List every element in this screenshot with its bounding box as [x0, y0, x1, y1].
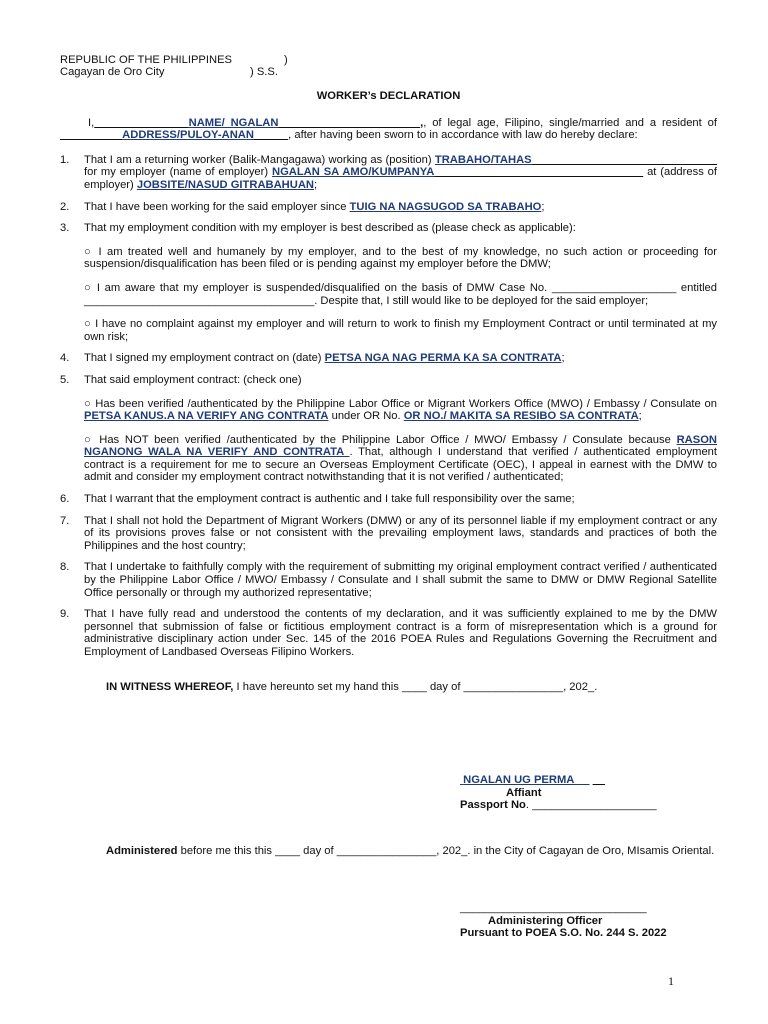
jobsite-field: JOBSITE/NASUD GITRABAHUAN — [136, 178, 315, 191]
item-5-option-2: ○ Has NOT been verified /authenticated by the Philippine Labor Office / MWO/ Embassy / Consulate because RASON NGANONG WALA NA VERIFY AND CONTRATA . That, although I understand that verified / authenticated employment contract is a requirement for me to secure an Overseas Employment Certificate (OEC), I appeal in earnest with the DMW to admit and consider my employment contract notwithstanding that it is not verified / authenticated; — [84, 433, 717, 484]
contract-date-field: PETSA NGA NAG PERMA KA SA CONTRATA — [324, 352, 562, 365]
header-block — [60, 54, 717, 80]
item-6: 6. That I warrant that the employment contract is authentic and I take full responsibility over the same; — [60, 493, 575, 506]
employer-field: NGALAN SA AMO/KUMPANYA — [271, 166, 435, 179]
name-field: NAME/ NGALAN — [188, 116, 279, 129]
item-3: 3. That my employment condition with my employer is best described as (please check as applicable): ○ I am treated well and humanely by my employer, and to the best of my knowledge, no such action or proceeding for suspension/disqualification has been filed or is pending against my employer before the DMW; ○ I am aware that my employer is suspended/disqualified on the basis of DMW Case No. ____________________ entitled _____________________________________. Despite that, I still would like to be deployed for the said employer; ○ I have no complaint against my employer and will return to work to finish my Employment Contract or until terminated at my own risk; — [60, 222, 717, 343]
item-1: 1. That I am a returning worker (Balik-Mangagawa) working as (position) TRABAHO/TAHAS for my employer (name of employer) NGALAN SA AMO/KUMPANYA at (address of employer) JOBSITE/NASUD GITRABAHUAN; — [60, 153, 717, 191]
republic-text: REPUBLIC OF THE PHILIPPINES — [60, 54, 233, 66]
officer-title: Administering Officer — [488, 914, 603, 927]
affiant-label: Affiant — [506, 786, 542, 799]
item-5: 5. That said employment contract: (check one) ○ Has been verified /authenticated by the Philippine Labor Office or Migrant Workers Office (MWO) / Embassy / Consulate on PETSA KANUS.A NA VERIFY ANG CONTRATA under OR No. OR NO./ MAKITA SA RESIBO SA CONTRATA; ○ Has NOT been verified /authenticated by the Philippine Labor Office / MWO/ Embassy / Consulate because RASON NGANONG WALA NA VERIFY AND CONTRATA . That, although I understand that verified / authenticated employment contract is a requirement for me to secure an Overseas Employment Certificate (OEC), I appeal in earnest with the DMW to admit and consider my employment contract notwithstanding that it is not verified / authenticated; — [60, 373, 717, 484]
administered-paragraph: Administered before me this this ____ day of ________________, 202_. in the City of Cagayan de Oro, MIsamis Oriental. — [106, 845, 715, 857]
item-3-option-2: ○ I am aware that my employer is suspended/disqualified on the basis of DMW Case No. ____________________ entitled _____________________________________. Despite that, I still would like to be deployed for the said employer; — [84, 281, 717, 307]
intro-paragraph: I, NAME/ NGALAN ,, of legal age, Filipino, single/married and a resident of ADDRESS/PULOY-ANAN , after having been sworn to in accordance with law do hereby declare: — [88, 116, 717, 142]
item-5-option-1: ○ Has been verified /authenticated by the Philippine Labor Office or Migrant Workers Office (MWO) / Embassy / Consulate on PETSA KANUS.A NA VERIFY ANG CONTRATA under OR No. OR NO./ MAKITA SA RESIBO SA CONTRATA; — [84, 397, 717, 423]
officer-block — [460, 902, 720, 940]
passport-label: Passport No — [460, 799, 526, 812]
affiant-block — [460, 774, 700, 812]
passport-line: . ____________________ — [525, 799, 657, 812]
witness-line: IN WITNESS WHEREOF, I have hereunto set my hand this ____ day of ________________, 202_. — [106, 680, 598, 693]
item-3-option-3: ○ I have no complaint against my employer and will return to work to finish my Employment Contract or until terminated at my own risk; — [84, 318, 717, 343]
item-4: 4. That I signed my employment contract on (date) PETSA NGA NAG PERMA KA SA CONTRATA; — [60, 352, 565, 365]
affiant-signature-field: NGALAN UG PERMA — [463, 774, 574, 786]
item-3-option-1: ○ I am treated well and humanely by my employer, and to the best of my knowledge, no such action or proceeding for suspension/disqualification has been filed or is pending against my employer before the DMW; — [84, 245, 717, 271]
pursuant-text: Pursuant to POEA S.O. No. 244 S. 2022 — [460, 927, 667, 940]
address-field: ADDRESS/PULOY-ANAN — [122, 129, 254, 142]
or-number-field: OR NO./ MAKITA SA RESIBO SA CONTRATA — [403, 410, 639, 423]
paren-2: ) S.S. — [250, 66, 278, 78]
item-7: 7. That I shall not hold the Department of Migrant Workers (DMW) or any of its personnel liable if my employment contract or any of its provisions proves false or not consistent with the prevailing employment laws, standards and practices of both the Philippines and the host country; — [60, 514, 717, 552]
page-number: 1 — [668, 974, 674, 988]
city-text: Cagayan de Oro City — [60, 66, 165, 78]
item-9: 9. That I have fully read and understood the contents of my declaration, and it was sufficiently explained to me by the DMW personnel that submission of false or fictitious employment contract is a form of misrepresentation which is a ground for administrative disciplinary action under Sec. 145 of the 2016 POEA Rules and Regulations Governing the Recruitment and Employment of Landbased Overseas Filipino Workers. — [60, 608, 717, 658]
item-2: 2. That I have been working for the said employer since TUIG NA NAGSUGOD SA TRABAHO; — [60, 200, 545, 213]
since-field: TUIG NA NAGSUGOD SA TRABAHO — [349, 200, 542, 213]
item-8: 8. That I undertake to faithfully comply with the requirement of submitting my original employment contract verified / authenticated by the Philippine Labor Office / MWO/ Embassy / Consulate and I shall submit the same to DMW or DMW Regional Satellite Office personally or through my authorized representative; — [60, 561, 717, 599]
verify-date-field: PETSA KANUS.A NA VERIFY ANG CONTRATA — [84, 410, 329, 423]
document-title: WORKER’s DECLARATION — [316, 90, 461, 102]
position-field: TRABAHO/TAHAS — [434, 153, 532, 166]
paren-1: ) — [284, 54, 288, 66]
document-page — [60, 54, 717, 693]
reason-field: RASON NGANONG WALA NA VERIFY AND CONTRATA — [84, 433, 717, 459]
officer-signature-line: ______________________________ — [460, 902, 647, 914]
